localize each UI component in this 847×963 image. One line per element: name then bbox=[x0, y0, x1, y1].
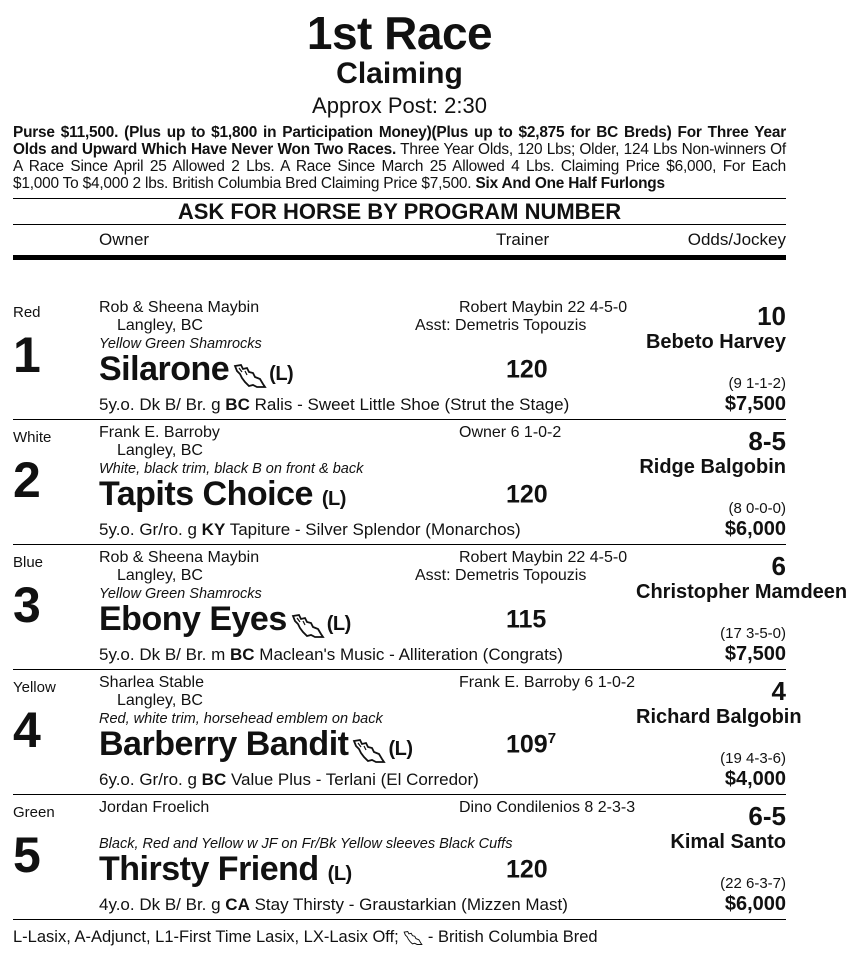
horse-name: Barberry Bandit bbox=[99, 725, 349, 763]
owner-name: Frank E. Barroby bbox=[99, 424, 220, 441]
race-distance: Six And One Half Furlongs bbox=[475, 175, 665, 192]
jockey-name: Christopher Mamdeen bbox=[636, 581, 847, 603]
footer-legend bbox=[13, 928, 598, 947]
weight bbox=[506, 730, 556, 759]
claiming-price: $6,000 bbox=[724, 893, 786, 915]
horse-name-line bbox=[99, 724, 413, 769]
owner-location: Langley, BC bbox=[117, 442, 203, 459]
bc-province-icon bbox=[403, 930, 423, 946]
silks-description: Black, Red and Yellow w JF on Fr/Bk Yellow sleeves Black Cuffs bbox=[99, 836, 513, 852]
morning-line-odds: 4 bbox=[771, 676, 786, 706]
column-headers bbox=[13, 225, 786, 260]
program-number: 3 bbox=[13, 577, 41, 633]
foaling-state: CA bbox=[225, 895, 250, 914]
bc-bred-icon bbox=[352, 733, 386, 759]
weight bbox=[506, 855, 548, 884]
silks-description: Red, white trim, horsehead emblem on back bbox=[99, 711, 383, 727]
program-number: 2 bbox=[13, 452, 41, 508]
medication: (L) bbox=[269, 363, 294, 385]
owner-name: Rob & Sheena Maybin bbox=[99, 549, 260, 566]
morning-line-odds: 8-5 bbox=[748, 426, 786, 456]
weight bbox=[506, 605, 546, 634]
horse-name-line bbox=[99, 474, 346, 519]
program-number: 5 bbox=[13, 827, 41, 883]
claiming-price: $6,000 bbox=[724, 518, 786, 540]
claiming-price: $7,500 bbox=[724, 393, 786, 415]
program-number: 4 bbox=[13, 702, 41, 758]
entry-row bbox=[13, 295, 786, 420]
jockey-record: (9 1-1-2) bbox=[728, 375, 786, 392]
weight-value: 120 bbox=[506, 855, 548, 884]
conditions-text: Three Year Olds, 120 Lbs; Older, 124 Lbs Non-winners Of A Race Since April 25 Allowed 2 Lbs. A Race Since March 25 Allowed 4 Lbs. Claiming Price $6,000, For Each $1,000 To $4,000 2 lbs. British Columbia Bred Claiming Price $7,500. bbox=[13, 141, 786, 192]
program-number: 1 bbox=[13, 327, 41, 383]
owner-name: Jordan Froelich bbox=[99, 799, 210, 816]
age-sex: 5y.o. Gr/ro. g bbox=[99, 520, 202, 539]
age-sex: 4y.o. Dk B/ Br. g bbox=[99, 895, 226, 914]
race-title: 1st Race bbox=[306, 7, 493, 59]
horse-name-line bbox=[99, 599, 351, 644]
foaling-state: BC bbox=[201, 770, 227, 789]
horse-name-line bbox=[99, 849, 352, 894]
foaling-state: BC bbox=[230, 645, 255, 664]
race-header bbox=[0, 0, 799, 120]
owner-column-header: Owner bbox=[99, 230, 150, 249]
horse-name: Tapits Choice bbox=[99, 475, 313, 513]
trainer: Dino Condilenios 8 2-3-3 bbox=[459, 799, 636, 816]
conditions-purse: Purse $11,500. (Plus up to $1,800 in Participation Money)(Plus up to $2,875 for BC Breds) For Three Year Olds and Upward Which Have Never Won Two Races. bbox=[13, 124, 786, 158]
jockey-record: (19 4-3-6) bbox=[720, 750, 786, 767]
jockey-name: Richard Balgobin bbox=[636, 706, 802, 728]
entry-row bbox=[13, 420, 786, 545]
claiming-price: $4,000 bbox=[724, 768, 786, 790]
odds-jockey-column-header: Odds/Jockey bbox=[687, 230, 786, 249]
foaling-state: KY bbox=[201, 520, 226, 539]
medication: (L) bbox=[388, 738, 413, 760]
age-sex: 5y.o. Dk B/ Br. m bbox=[99, 645, 230, 664]
trainer: Frank E. Barroby 6 1-0-2 bbox=[459, 674, 636, 691]
race-conditions bbox=[13, 124, 786, 192]
claiming-price: $7,500 bbox=[724, 643, 786, 665]
owner-name: Rob & Sheena Maybin bbox=[99, 299, 260, 316]
jockey-record: (17 3-5-0) bbox=[720, 625, 786, 642]
foaling-state: BC bbox=[225, 395, 250, 414]
entry-row bbox=[13, 545, 847, 670]
breeding-line bbox=[99, 895, 568, 915]
pedigree: Maclean's Music - Alliteration (Congrats) bbox=[254, 645, 563, 664]
pedigree: Ralis - Sweet Little Shoe (Strut the Stage) bbox=[249, 395, 570, 414]
pedigree: Tapiture - Silver Splendor (Monarchos) bbox=[225, 520, 521, 539]
jockey-name: Bebeto Harvey bbox=[645, 331, 786, 353]
pedigree: Value Plus - Terlani (El Corredor) bbox=[226, 770, 479, 789]
age-sex: 5y.o. Dk B/ Br. g bbox=[99, 395, 226, 414]
jockey-record: (8 0-0-0) bbox=[728, 500, 786, 517]
post-time: Approx Post: 2:30 bbox=[312, 93, 487, 118]
apprentice-allowance: 7 bbox=[547, 730, 557, 747]
breeding-line bbox=[99, 395, 569, 415]
trainer: Robert Maybin 22 4-5-0 bbox=[459, 299, 628, 316]
weight bbox=[506, 480, 548, 509]
pedigree: Stay Thirsty - Graustarkian (Mizzen Mast) bbox=[249, 895, 568, 914]
horse-name: Ebony Eyes bbox=[99, 600, 287, 638]
jockey-name: Kimal Santo bbox=[670, 831, 786, 853]
entry-row bbox=[13, 795, 786, 920]
breeding-line bbox=[99, 645, 563, 665]
jockey-name: Ridge Balgobin bbox=[639, 456, 786, 478]
bc-bred-icon bbox=[233, 358, 267, 384]
saddlecloth-color: Blue bbox=[13, 554, 44, 571]
silks-description: Yellow Green Shamrocks bbox=[99, 336, 262, 352]
silks-description: Yellow Green Shamrocks bbox=[99, 586, 262, 602]
assistant-trainer: Asst: Demetris Topouzis bbox=[415, 567, 587, 584]
medication: (L) bbox=[326, 613, 351, 635]
horse-name-line bbox=[99, 349, 293, 394]
saddlecloth-color: Yellow bbox=[13, 679, 56, 696]
saddlecloth-color: Green bbox=[13, 804, 55, 821]
owner-name: Sharlea Stable bbox=[99, 674, 204, 691]
saddlecloth-color: White bbox=[13, 429, 52, 446]
race-type: Claiming bbox=[336, 57, 463, 90]
assistant-trainer: Asst: Demetris Topouzis bbox=[415, 317, 587, 334]
morning-line-odds: 6 bbox=[771, 551, 786, 581]
trainer: Robert Maybin 22 4-5-0 bbox=[459, 549, 628, 566]
jockey-record: (22 6-3-7) bbox=[720, 875, 786, 892]
breeding-line bbox=[99, 770, 479, 790]
horse-name: Silarone bbox=[99, 350, 230, 388]
age-sex: 6y.o. Gr/ro. g bbox=[99, 770, 202, 789]
breeding-line bbox=[99, 520, 521, 540]
horse-name: Thirsty Friend bbox=[99, 850, 319, 888]
morning-line-odds: 6-5 bbox=[748, 801, 786, 831]
owner-location: Langley, BC bbox=[117, 567, 203, 584]
weight-value: 120 bbox=[506, 480, 548, 509]
entry-row bbox=[13, 670, 802, 795]
morning-line-odds: 10 bbox=[757, 301, 786, 331]
bc-bred-icon bbox=[291, 608, 325, 634]
trainer: Owner 6 1-0-2 bbox=[459, 424, 562, 441]
weight-value: 115 bbox=[506, 605, 547, 634]
trainer-column-header: Trainer bbox=[496, 230, 550, 249]
medication-legend: L-Lasix, A-Adjunct, L1-First Time Lasix, LX-Lasix Off; bbox=[13, 928, 404, 946]
bc-legend: - British Columbia Bred bbox=[423, 928, 598, 946]
ask-banner: ASK FOR HORSE BY PROGRAM NUMBER bbox=[13, 198, 786, 225]
silks-description: White, black trim, black B on front & back bbox=[99, 461, 364, 477]
saddlecloth-color: Red bbox=[13, 304, 41, 321]
owner-location: Langley, BC bbox=[117, 692, 203, 709]
weight-value: 120 bbox=[506, 355, 548, 384]
medication: (L) bbox=[321, 488, 346, 510]
medication: (L) bbox=[327, 863, 352, 885]
owner-location: Langley, BC bbox=[117, 317, 203, 334]
weight-value: 109 bbox=[506, 730, 548, 759]
weight bbox=[506, 355, 548, 384]
